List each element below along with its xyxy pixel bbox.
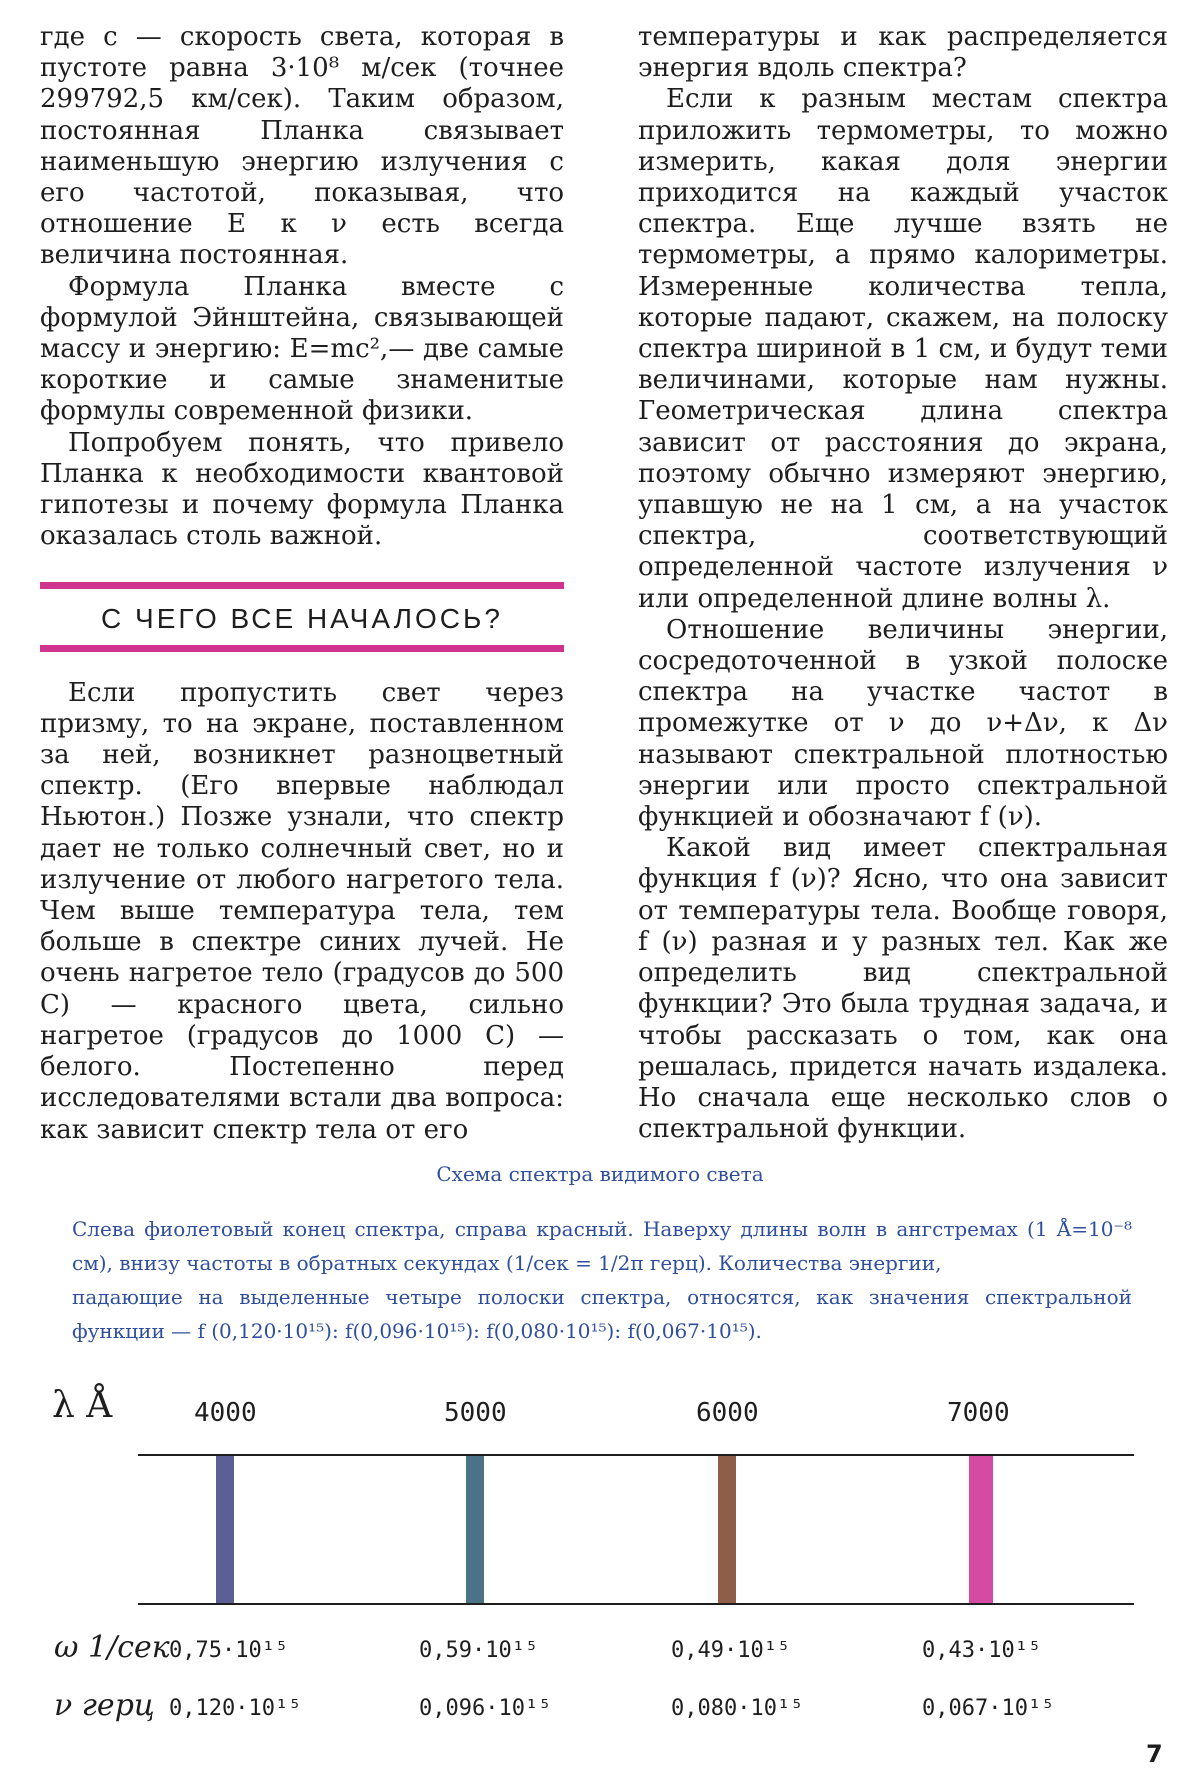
lambda-axis-label: λ Å — [52, 1385, 113, 1426]
left-paragraph-3: Попробуем понять, что привело Планка к необходимости квантовой гипотезы и почему формула Планка оказалась столь важной. — [40, 427, 564, 552]
left-paragraph-1: где с — скорость света, которая в пустоте равна 3·10⁸ м/сек (точнее 299792,5 км/сек). Таким образом, постоянная Планка связывает наименьшую энергию излучения с его частотой, показывая, что отношение E к ν есть всегда величина постоянная. — [40, 22, 564, 271]
nu-value-4000: 0,120·10¹⁵ — [169, 1696, 302, 1721]
nu-value-6000: 0,080·10¹⁵ — [671, 1696, 804, 1721]
omega-value-7000: 0,43·10¹⁵ — [922, 1638, 1042, 1663]
omega-value-4000: 0,75·10¹⁵ — [169, 1638, 289, 1663]
right-paragraph-4: Какой вид имеет спектральная функция f (ν)? Ясно, что она зависит от температуры тела. Вообще говоря, f (ν) разная и у разных тел. Как же определить вид спектральной функции? Это была трудная задача, и чтобы рассказать о том, как она решалась, придется начать издалека. Но сначала еще несколько слов о спектральной функции. — [638, 833, 1168, 1145]
omega-axis-label: ω 1/сек — [54, 1630, 170, 1665]
figure-caption-line-2: падающие на выделенные четыре полоски спектра, относятся, как значения спектральной функции — f (0,120·10¹⁵): f(0,096·10¹⁵): f(0,080·10¹⁵): f(0,067·10¹⁵). — [72, 1285, 1132, 1343]
nu-value-7000: 0,067·10¹⁵ — [922, 1696, 1055, 1721]
spectrum-band-7000 — [969, 1456, 993, 1603]
section-title: С ЧЕГО ВСЕ НАЧАЛОСЬ? — [101, 603, 503, 635]
omega-value-5000: 0,59·10¹⁵ — [419, 1638, 539, 1663]
right-paragraph-2: Если к разным местам спектра приложить термометры, то можно измерить, какая доля энергии приходится на каждый участок спектра. Еще лучше взять не термометры, а прямо калориметры. Измеренные количества тепла, которые падают, скажем, на полоску спектра шириной в 1 см, и будут теми величинами, которые нам нужны. Геометрическая длина спектра зависит от расстояния до экрана, поэтому обычно измеряют энергию, упавшую не на 1 см, а на участок спектра, соответствующий определенной частоте излучения ν или определенной длине волны λ. — [638, 84, 1168, 614]
spectrum-band-6000 — [718, 1456, 736, 1603]
figure-heading: Схема спектра видимого света — [436, 1162, 764, 1186]
wavelength-label-6000: 6000 — [696, 1398, 759, 1428]
figure-caption-line-1: Слева фиолетовый конец спектра, справа красный. Наверху длины волн в ангстремах (1 Å=10⁻⁸ см), внизу частоты в обратных секундах (1/сек = 1/2π герц). Количества энергии, — [72, 1217, 1132, 1275]
right-paragraph-3: Отношение величины энергии, сосредоточенной в узкой полоске спектра на участке частот в промежутке от ν до ν+Δν, к Δν называют спектральной плотностью энергии или просто спектральной функцией и обозначают f (ν). — [638, 614, 1168, 833]
spectrum-band-5000 — [466, 1456, 484, 1603]
nu-axis-label: ν герц — [54, 1688, 155, 1723]
spectrum-band-4000 — [216, 1456, 234, 1603]
wavelength-label-7000: 7000 — [947, 1398, 1010, 1428]
page-number: 7 — [1146, 1740, 1163, 1768]
left-paragraph-2: Формула Планка вместе с формулой Эйнштейна, связывающей массу и энергию: E=mc²,— две самые короткие и самые знаменитые формулы современной физики. — [40, 271, 564, 427]
wavelength-label-4000: 4000 — [194, 1398, 257, 1428]
omega-value-6000: 0,49·10¹⁵ — [671, 1638, 791, 1663]
right-paragraph-1: температуры и как распределяется энергия вдоль спектра? — [638, 22, 1168, 84]
nu-value-5000: 0,096·10¹⁵ — [419, 1696, 552, 1721]
left-paragraph-4: Если пропустить свет через призму, то на экране, поставленном за ней, возникнет разноцветный спектр. (Его впервые наблюдал Ньютон.) Позже узнали, что спектр дает не только солнечный свет, но и излучение от любого нагретого тела. Чем выше температура тела, тем больше в спектре синих лучей. Не очень нагретое тело (градусов до 500 С) — красного цвета, сильно нагретое (градусов до 1000 С) — белого. Постепенно перед исследователями встали два вопроса: как зависит спектр тела от его — [40, 677, 564, 1145]
wavelength-label-5000: 5000 — [444, 1398, 507, 1428]
